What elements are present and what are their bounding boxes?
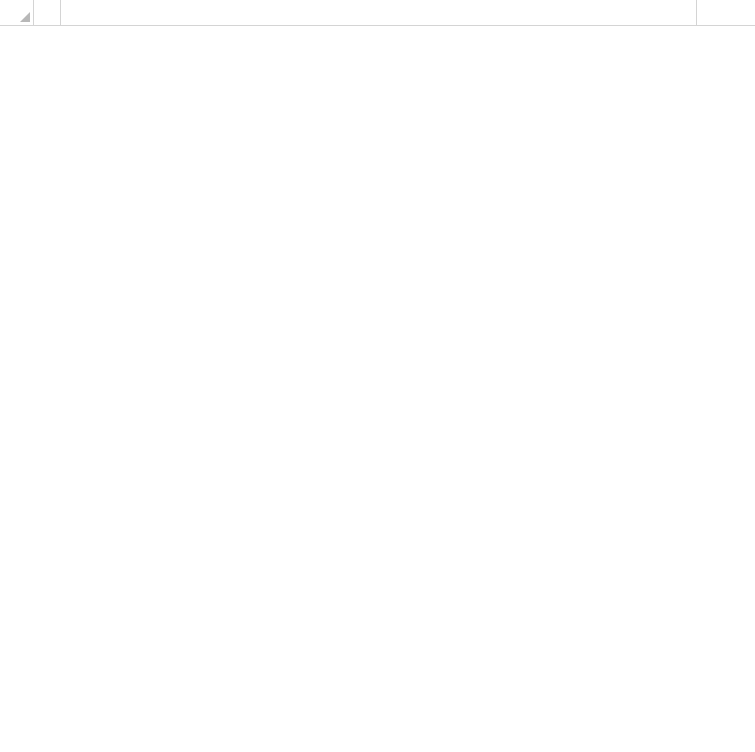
column-header-c[interactable]	[697, 0, 755, 25]
select-all-triangle-icon	[20, 12, 30, 22]
column-header-b[interactable]	[61, 0, 697, 25]
column-header-row	[0, 0, 755, 26]
select-all-corner[interactable]	[0, 0, 34, 25]
column-header-a[interactable]	[33, 0, 61, 25]
